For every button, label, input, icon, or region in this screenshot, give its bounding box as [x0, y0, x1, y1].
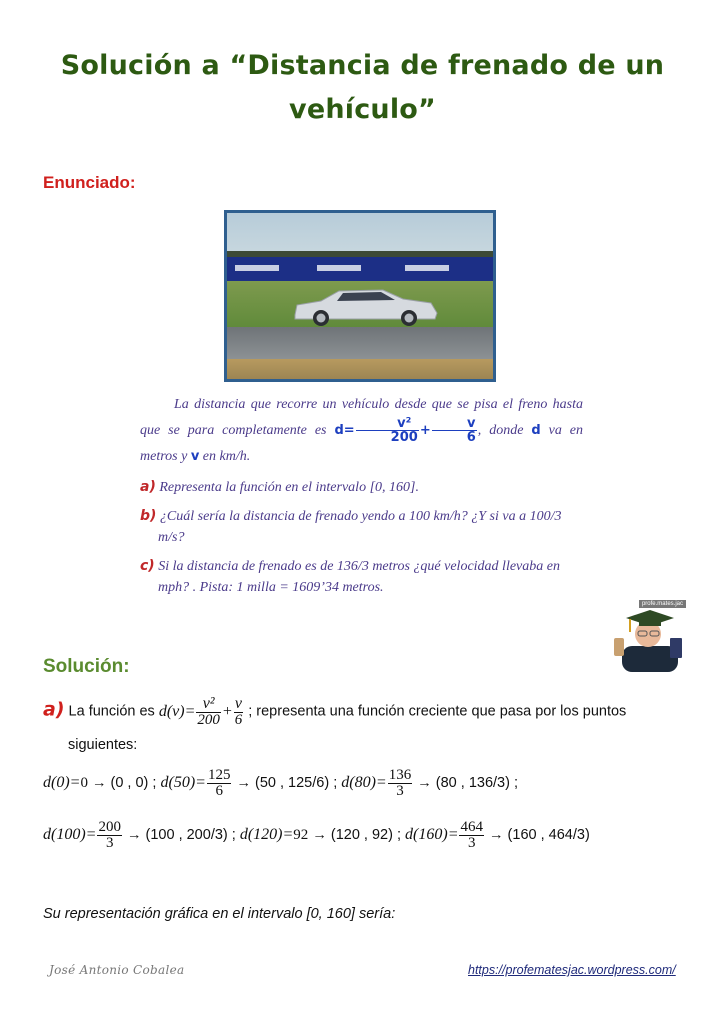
- graph-caption: Su representación gráfica en el intervalo [0, 160] sería:: [43, 906, 396, 922]
- avatar-tag: profe.mates.jac: [639, 600, 686, 608]
- function-formula: d(v)= $\frac{\text{v²}}{200}$ + $\frac{v}{6}$: [158, 695, 243, 728]
- point-item: d(50)= $\frac{125}{6}$ → (50 , 125/6) ;: [160, 767, 338, 799]
- points-line-2: [43, 820, 693, 851]
- photo-banner: [227, 257, 493, 281]
- solucion-heading: Solución:: [43, 656, 130, 677]
- problem-item-a: a) Representa la función en el intervalo [0, 160].: [140, 479, 419, 495]
- photo-verge: [227, 359, 493, 379]
- point-item: d(100)= $\frac{200}{3}$ → (100 , 200/3) ;: [43, 819, 236, 851]
- footer-link[interactable]: https://profematesjac.wordpress.com/: [468, 963, 676, 977]
- point-item: d(160)= $\frac{464}{3}$ → (160 , 464/3): [405, 819, 590, 851]
- point-item: d(80)= $\frac{136}{3}$ → (80 , 136/3) ;: [341, 767, 519, 799]
- photo-road: [227, 327, 493, 359]
- graduate-avatar-icon: [612, 598, 688, 674]
- teacher-avatar: [612, 598, 688, 674]
- point-item: d(120)=92 → (120 , 92) ;: [239, 826, 401, 844]
- page-title: Solución a “Distancia de frenado de un vehículo”: [60, 50, 665, 125]
- problem-statement: [140, 392, 583, 598]
- car-braking-photo: [224, 210, 496, 382]
- braking-formula: d= $\frac{\text{v²}}{200}$ + $\frac{v}{6}$: [334, 416, 476, 445]
- car-icon: [291, 285, 441, 327]
- problem-item-c: c) Si la distancia de frenado es de 136/3 metros ¿qué velocidad llevaba en mph? . Pista: 1 milla = 1609’34 metros.: [140, 558, 560, 595]
- solution-a-letter: a): [43, 698, 65, 721]
- problem-intro: La distancia que recorre un vehículo desde que se pisa el freno hasta que se para completamente es d= $\frac{\text{v²}}{200}$ + $\frac{v}{6}$ , donde d va en metros y v en km/h.: [140, 397, 584, 464]
- points-line-1: [43, 768, 693, 799]
- solution-a: a) La función es d(v)= $\frac{\text{v²}}{200}$ + $\frac{v}{6}$ ; representa una función creciente que pasa por los puntos siguientes:: [43, 695, 627, 753]
- problem-item-b: b) ¿Cuál sería la distancia de frenado yendo a 100 km/h? ¿Y si va a 100/3 m/s?: [140, 508, 562, 545]
- footer-author: José Antonio Cobalea: [49, 963, 185, 977]
- enunciado-heading: Enunciado:: [43, 173, 136, 192]
- point-item: d(0)=0 → (0 , 0) ;: [43, 774, 157, 792]
